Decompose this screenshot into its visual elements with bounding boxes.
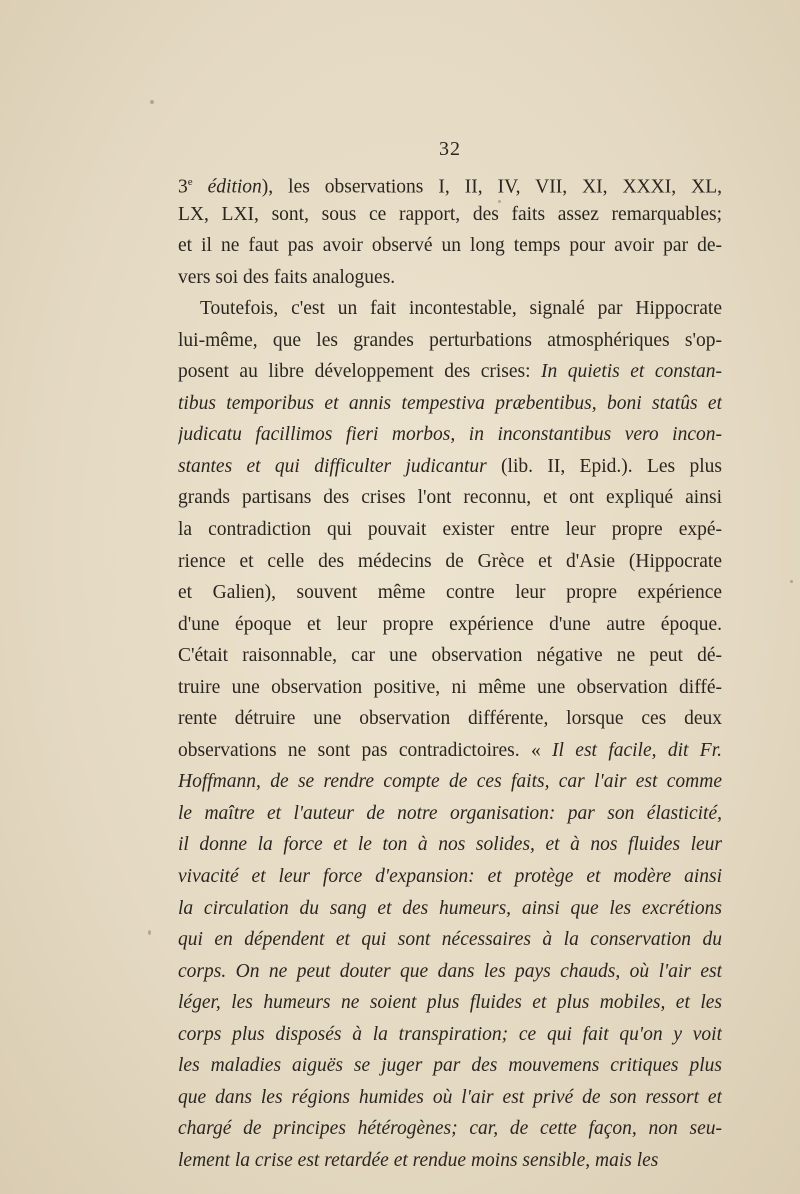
italic-segment: judicatu facillimos fieri morbos, in inconstantibus vero incon- [178,424,722,446]
text-line [178,987,722,1019]
text-line [178,924,722,956]
text-segment: truire une observation positive, ni même une observation diffé- [178,676,722,698]
text-segment: ), les observations I, II, IV, VII, XI, XXXI, XL, [261,176,722,198]
text-line [178,451,722,483]
italic-segment: corps. On ne peut douter que dans les pays chauds, où l'air est [178,960,722,982]
italic-segment: stantes et qui difficulter judicantur [178,455,487,477]
text-line [178,798,722,830]
text-segment: observations ne sont pas contradictoires. « [178,739,553,761]
body-text [178,167,722,1177]
text-line [178,956,722,988]
italic-segment: Hoffmann, de se rendre compte de ces faits, car l'air est comme [178,771,722,793]
text-line [178,703,722,735]
italic-segment: la circulation du sang et des humeurs, ainsi que les excrétions [178,897,722,919]
text-line [178,1113,722,1145]
text-line [178,230,722,262]
paper-speck [148,930,151,935]
text-segment: (lib. II, Epid.). Les plus [486,455,722,477]
italic-segment: lement la crise est retardée et rendue moins sensible, mais les [178,1149,659,1171]
text-segment: d'une époque et leur propre expérience d'une autre époque. [178,613,722,635]
text-segment: LX, LXI, sont, sous ce rapport, des faits assez remarquables; [178,203,722,225]
italic-segment: Il est facile, dit Fr. [552,739,722,761]
text-segment: posent au libre développement des crises: [178,361,542,383]
text-segment: la contradiction qui pouvait exister entre leur propre expé- [178,519,722,541]
italic-segment: que dans les régions humides où l'air est privé de son ressort et [178,1086,722,1108]
text-segment: Toutefois, c'est un fait incontestable, signalé par Hippocrate [200,298,722,320]
text-line [178,1050,722,1082]
italic-segment: vivacité et leur force d'expansion: et protège et modère ainsi [178,866,722,888]
text-segment: lui-même, que les grandes perturbations atmosphériques s'op- [178,329,722,351]
paper-speck [790,580,793,583]
italic-segment: qui en dépendent et qui sont nécessaires à la conservation du [178,929,722,951]
text-line [178,356,722,388]
italic-segment: corps plus disposés à la transpiration; ce qui fait qu'on y voit [178,1023,722,1045]
text-line [178,388,722,420]
text-segment: rience et celle des médecins de Grèce et d'Asie (Hippocrate [178,550,722,572]
italic-segment: le maître et l'auteur de notre organisation: par son élasticité, [178,802,722,824]
paper-speck [498,200,501,203]
text-line [178,262,722,294]
text-line [178,325,722,357]
text-line [178,1145,722,1177]
italic-segment: léger, les humeurs ne soient plus fluides et plus mobiles, et les [178,992,722,1014]
text-line [178,419,722,451]
text-segment: grands partisans des crises l'ont reconnu, et ont expliqué ainsi [178,487,722,509]
text-segment: 3 [178,176,188,198]
text-line [178,829,722,861]
text-line [178,609,722,641]
page-number: 32 [439,138,461,160]
text-segment: et Galien), souvent même contre leur propre expérience [178,582,722,604]
italic-segment: chargé de principes hétérogènes; car, de cette façon, non seu- [178,1118,722,1140]
text-line [178,861,722,893]
paper-speck [150,100,154,104]
text-segment: C'était raisonnable, car une observation négative ne peut dé- [178,645,722,667]
text-segment: et il ne faut pas avoir observé un long temps pour avoir par de- [178,235,722,257]
italic-segment: il donne la force et le ton à nos solides, et à nos fluides leur [178,834,722,856]
text-line [178,167,722,199]
text-line [178,482,722,514]
text-line [178,293,722,325]
text-line [178,735,722,767]
text-line [178,1019,722,1051]
text-line [178,640,722,672]
text-line [178,199,722,231]
text-line [178,546,722,578]
text-line [178,766,722,798]
text-line [178,577,722,609]
text-line [178,672,722,704]
text-segment: e [187,176,193,188]
italic-segment: tibus temporibus et annis tempestiva præbentibus, boni statûs et [178,392,722,414]
text-segment: vers soi des faits analogues. [178,266,396,288]
text-segment: rente détruire une observation différente, lorsque ces deux [178,708,722,730]
italic-segment: les maladies aiguës se juger par des mouvemens critiques plus [178,1055,722,1077]
italic-segment: In quietis et constan- [541,361,722,383]
italic-segment: édition [192,176,262,198]
text-line [178,1082,722,1114]
text-line [178,514,722,546]
text-line [178,893,722,925]
